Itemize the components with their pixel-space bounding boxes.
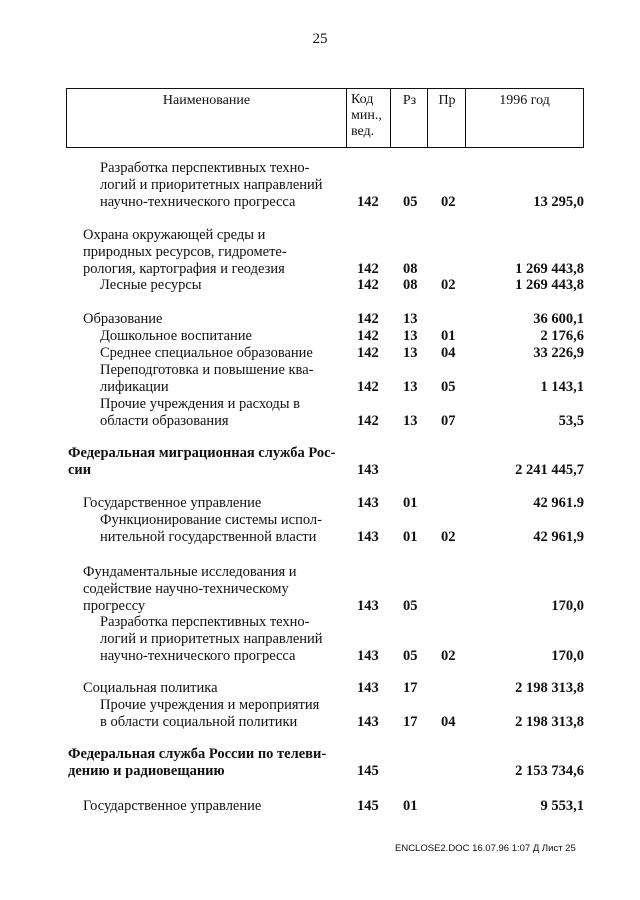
- row-rz: 05: [403, 597, 418, 614]
- row-rz: 13: [403, 412, 418, 429]
- row-rz: 13: [403, 311, 418, 327]
- row-name-line: прогрессу: [83, 597, 146, 614]
- row-name-line: Социальная политика: [83, 680, 218, 696]
- table-row: [0, 512, 640, 546]
- row-value: 1 269 443,8: [515, 260, 584, 277]
- row-pr: 02: [441, 277, 456, 293]
- row-value: 170,0: [551, 597, 584, 614]
- row-name-line: Прочие учреждения и мероприятия: [100, 697, 320, 713]
- row-pr: 07: [441, 412, 456, 429]
- table-row: [0, 277, 640, 294]
- row-name-line: Образование: [83, 311, 163, 327]
- row-name-line: научно-технического прогресса: [100, 647, 296, 664]
- table-row: [0, 746, 640, 780]
- row-name-line: области образования: [100, 412, 229, 429]
- row-name-line: сии: [68, 461, 92, 478]
- table-row: [0, 160, 640, 210]
- table-row: [0, 564, 640, 614]
- header-name: Наименование: [162, 93, 251, 108]
- row-code: 145: [357, 798, 379, 814]
- row-value: 2 198 313,8: [515, 680, 584, 696]
- row-code: 143: [357, 680, 379, 696]
- row-code: 142: [357, 311, 379, 327]
- table-row: [0, 227, 640, 277]
- table-row: [0, 362, 640, 396]
- header-code: Код мин., вед.: [346, 89, 390, 147]
- header-rz: Рз: [390, 89, 428, 147]
- row-rz: 05: [403, 647, 418, 664]
- page-number: 25: [312, 31, 328, 47]
- row-name-line: Фундаментальные исследования и: [83, 564, 297, 580]
- header-pr: Пр: [427, 89, 466, 147]
- row-name-line: Охрана окружающей среды и: [83, 227, 266, 243]
- row-name-line: Федеральная служба России по телеви-: [68, 746, 327, 762]
- table-row: [0, 614, 640, 664]
- row-name-line: Лесные ресурсы: [100, 277, 202, 293]
- row-code: 142: [357, 378, 379, 395]
- row-code: 142: [357, 412, 379, 429]
- table-row: [0, 798, 640, 815]
- row-value: 2 153 734,6: [515, 762, 584, 779]
- row-rz: 01: [403, 528, 418, 545]
- row-value: 42 961.9: [533, 495, 584, 511]
- footer-note: ENCLOSE2.DOC 16.07.96 1:07 Д Лист 25: [395, 843, 576, 854]
- row-rz: 13: [403, 328, 418, 344]
- row-code: 142: [357, 260, 379, 277]
- row-rz: 17: [403, 680, 418, 696]
- row-code: 142: [357, 328, 379, 344]
- row-rz: 05: [403, 193, 418, 210]
- table-row: [0, 495, 640, 512]
- row-pr: 02: [441, 193, 456, 210]
- row-value: 53,5: [558, 412, 584, 429]
- row-name-line: дению и радиовещанию: [68, 762, 225, 779]
- row-value: 9 553,1: [540, 798, 584, 814]
- row-name-line: Государственное управление: [83, 798, 262, 814]
- row-pr: 04: [441, 713, 456, 730]
- row-name-line: Переподготовка и повышение ква-: [100, 362, 314, 378]
- row-name-line: Прочие учреждения и расходы в: [100, 396, 301, 412]
- row-value: 1 269 443,8: [515, 277, 584, 293]
- row-value: 2 198 313,8: [515, 713, 584, 730]
- row-name-line: Федеральная миграционная служба Рос-: [68, 445, 336, 461]
- row-name-line: логий и приоритетных направлений: [100, 630, 323, 647]
- row-name-line: нительной государственной власти: [100, 528, 317, 545]
- row-pr: 02: [441, 647, 456, 664]
- row-code: 142: [357, 345, 379, 361]
- table-row: [0, 396, 640, 430]
- row-name-line: Функционирование системы испол-: [100, 512, 322, 528]
- table-row: [0, 445, 640, 479]
- row-name-line: Разработка перспективных техно-: [100, 614, 310, 630]
- row-name-line: лификации: [100, 378, 169, 395]
- row-rz: 08: [403, 277, 418, 293]
- row-pr: 02: [441, 528, 456, 545]
- row-rz: 13: [403, 345, 418, 361]
- row-value: 2 176,6: [540, 328, 584, 344]
- row-code: 143: [357, 461, 379, 478]
- row-name-line: Разработка перспективных техно-: [100, 160, 310, 176]
- table-header: [66, 88, 584, 148]
- row-name-line: Среднее специальное образование: [100, 345, 313, 361]
- row-name-line: логий и приоритетных направлений: [100, 176, 323, 193]
- row-code: 143: [357, 495, 379, 511]
- row-code: 143: [357, 713, 379, 730]
- row-name-line: содействие научно-техническому: [83, 580, 289, 597]
- row-name-line: Государственное управление: [83, 495, 262, 511]
- row-code: 142: [357, 193, 379, 210]
- row-name-line: природных ресурсов, гидромете-: [83, 243, 287, 260]
- row-rz: 01: [403, 495, 418, 511]
- table-row: [0, 328, 640, 345]
- row-pr: 05: [441, 378, 456, 395]
- row-pr: 04: [441, 345, 456, 361]
- row-code: 145: [357, 762, 379, 779]
- row-code: 142: [357, 277, 379, 293]
- row-value: 2 241 445,7: [515, 461, 584, 478]
- table-row: [0, 345, 640, 362]
- row-value: 42 961,9: [533, 528, 584, 545]
- table-row: [0, 680, 640, 697]
- row-value: 1 143,1: [540, 378, 584, 395]
- row-name-line: в области социальной политики: [100, 713, 298, 730]
- row-value: 36 600,1: [533, 311, 584, 327]
- row-value: 13 295,0: [533, 193, 584, 210]
- row-rz: 08: [403, 260, 418, 277]
- row-rz: 13: [403, 378, 418, 395]
- row-rz: 17: [403, 713, 418, 730]
- row-value: 170,0: [551, 647, 584, 664]
- row-name-line: научно-технического прогресса: [100, 193, 296, 210]
- header-year: 1996 год: [465, 89, 583, 147]
- row-name-line: Дошкольное воспитание: [100, 328, 252, 344]
- table-row: [0, 311, 640, 328]
- table-row: [0, 697, 640, 731]
- row-name-line: рология, картография и геодезия: [83, 260, 285, 277]
- row-value: 33 226,9: [533, 345, 584, 361]
- row-pr: 01: [441, 328, 456, 344]
- row-rz: 01: [403, 798, 418, 814]
- row-code: 143: [357, 528, 379, 545]
- row-code: 143: [357, 647, 379, 664]
- row-code: 143: [357, 597, 379, 614]
